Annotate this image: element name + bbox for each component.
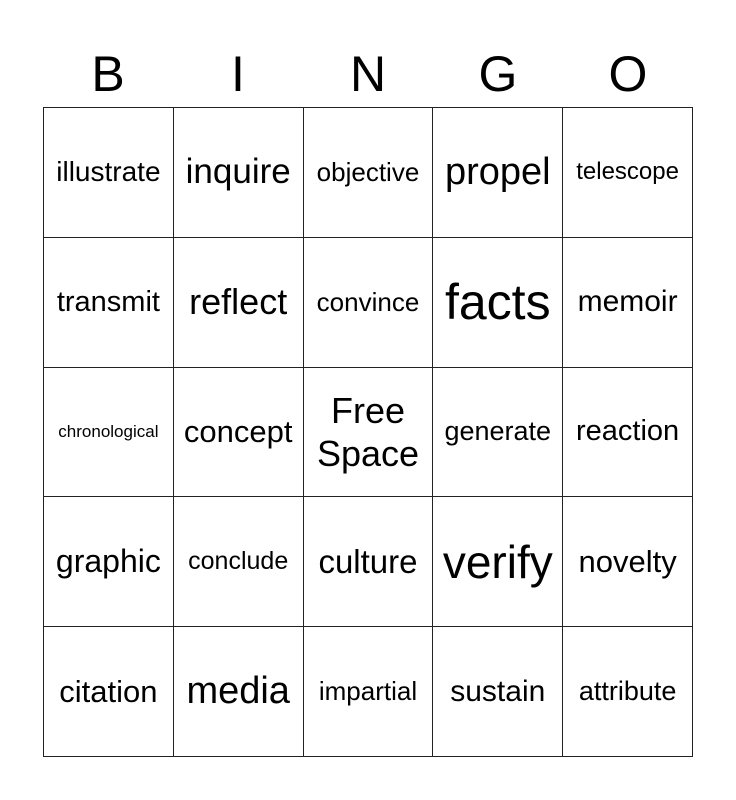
bingo-cell[interactable]: facts — [433, 238, 563, 368]
bingo-cell[interactable]: media — [174, 627, 304, 757]
bingo-cell[interactable]: illustrate — [44, 108, 174, 238]
header-letter-n: N — [349, 46, 387, 102]
bingo-cell[interactable]: transmit — [44, 238, 174, 368]
bingo-cell[interactable]: generate — [433, 368, 563, 498]
bingo-cell[interactable]: novelty — [563, 497, 693, 627]
bingo-cell[interactable]: reaction — [563, 368, 693, 498]
bingo-cell[interactable]: reflect — [174, 238, 304, 368]
bingo-cell[interactable]: concept — [174, 368, 304, 498]
bingo-cell[interactable]: citation — [44, 627, 174, 757]
header-letter-i: I — [231, 46, 245, 102]
header-letter-b: B — [91, 46, 125, 102]
bingo-cell[interactable]: chronological — [44, 368, 174, 498]
bingo-cell[interactable]: objective — [304, 108, 434, 238]
bingo-cell[interactable]: culture — [304, 497, 434, 627]
bingo-cell[interactable]: telescope — [563, 108, 693, 238]
bingo-cell[interactable]: graphic — [44, 497, 174, 627]
free-space-cell[interactable]: Free Space — [304, 368, 434, 498]
bingo-cell[interactable]: conclude — [174, 497, 304, 627]
bingo-cell[interactable]: propel — [433, 108, 563, 238]
bingo-board — [43, 107, 693, 757]
bingo-cell[interactable]: sustain — [433, 627, 563, 757]
bingo-cell[interactable]: attribute — [563, 627, 693, 757]
bingo-cell[interactable]: verify — [433, 497, 563, 627]
bingo-cell[interactable]: impartial — [304, 627, 434, 757]
header-letter-g: G — [478, 46, 518, 102]
header-letter-o: O — [608, 46, 648, 102]
bingo-cell[interactable]: convince — [304, 238, 434, 368]
bingo-header — [43, 40, 693, 108]
bingo-cell[interactable]: inquire — [174, 108, 304, 238]
bingo-cell[interactable]: memoir — [563, 238, 693, 368]
